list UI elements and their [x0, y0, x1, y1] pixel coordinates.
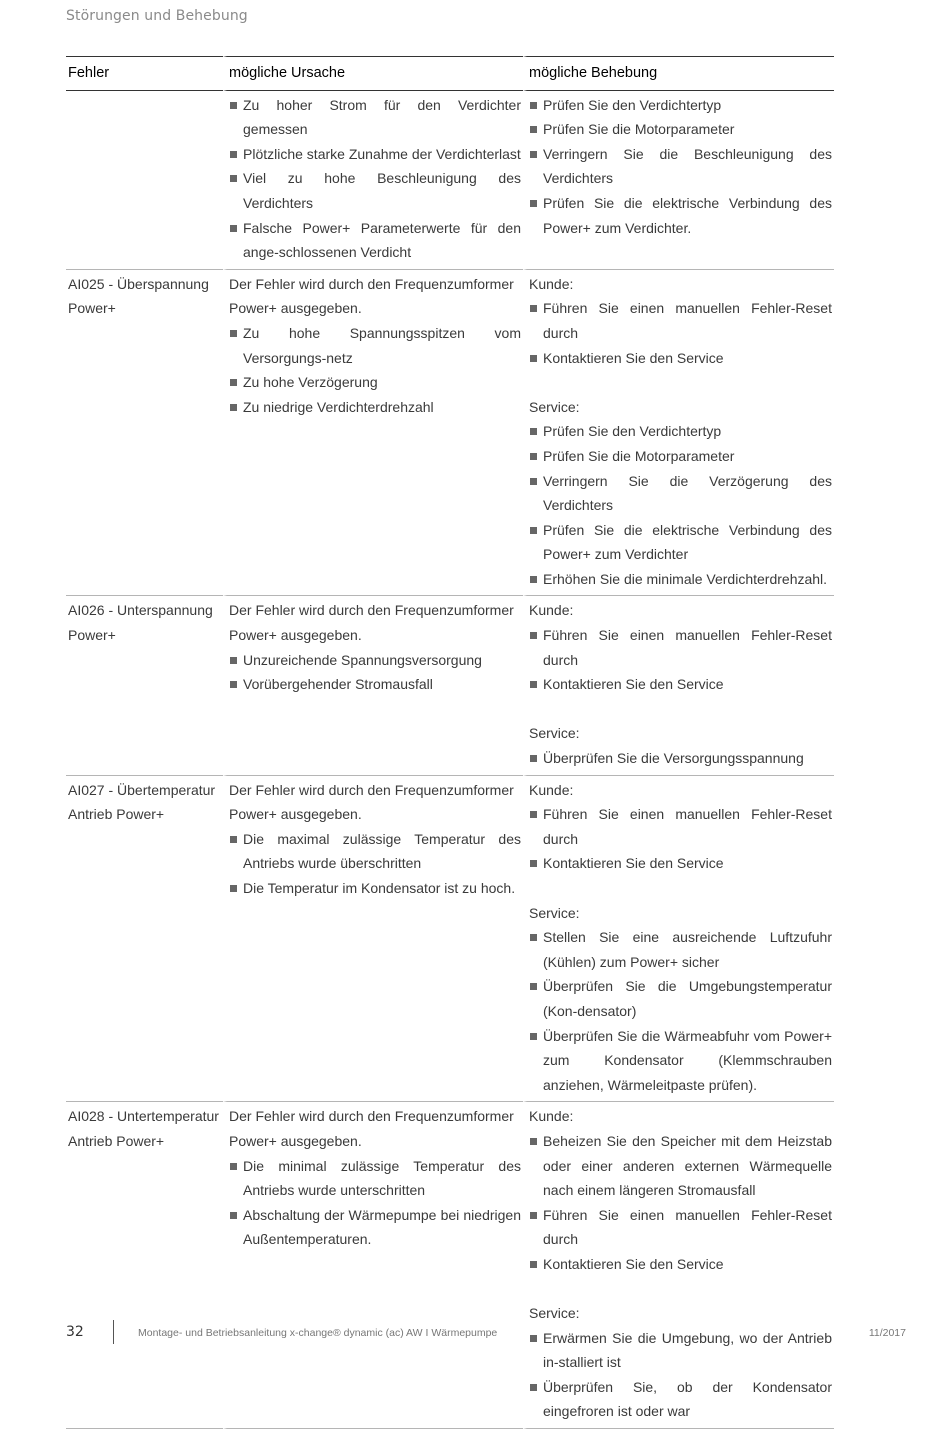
remedy-item: Prüfen Sie die Motorparameter — [529, 117, 832, 142]
cause-intro-line: Power+ ausgegeben. — [229, 1132, 362, 1149]
cause-intro-line: Power+ ausgegeben. — [229, 627, 362, 644]
cause-item: Die Temperatur im Kondensator ist zu hoch. — [229, 876, 521, 901]
remedy-item: Prüfen Sie die elektrische Verbindung des Power+ zum Verdichter — [529, 518, 832, 567]
cause-cell — [223, 1102, 523, 1429]
error-line: Antrieb Power+ — [68, 1132, 165, 1149]
remedy-item: Führen Sie einen manuellen Fehler-Reset durch — [529, 802, 832, 851]
remedy-item: Prüfen Sie den Verdichtertyp — [529, 93, 832, 118]
error-line: AI027 - Übertemperatur — [68, 781, 216, 798]
remedy-item: Führen Sie einen manuellen Fehler-Reset durch — [529, 1203, 832, 1252]
remedy-list — [529, 93, 832, 241]
section-title: Störungen und Behebung — [66, 8, 248, 24]
remedy-cell — [523, 596, 834, 775]
error-table — [66, 56, 834, 1429]
table-row — [66, 776, 834, 1103]
remedy-group-label: Service: — [529, 725, 580, 742]
error-text — [66, 1102, 223, 1153]
remedy-item: Erwärmen Sie die Umgebung, wo der Antrieb in-stalliert ist — [529, 1326, 832, 1375]
cause-item: Unzureichende Spannungsversorgung — [229, 648, 521, 673]
remedy-list — [529, 925, 832, 1097]
error-text — [66, 596, 223, 647]
cause-list — [229, 93, 521, 265]
footer-date: 11/2017 — [868, 1327, 906, 1339]
cause-cell — [223, 776, 523, 1103]
error-text — [66, 270, 223, 321]
page-number: 32 — [66, 1324, 84, 1340]
error-cell — [66, 776, 223, 1103]
remedy-cell — [523, 1102, 834, 1429]
cause-intro-line: Power+ ausgegeben. — [229, 300, 362, 317]
cause-content — [227, 270, 523, 420]
remedy-item: Prüfen Sie die Motorparameter — [529, 444, 832, 469]
remedy-item: Kontaktieren Sie den Service — [529, 1252, 832, 1277]
remedy-item: Überprüfen Sie, ob der Kondensator eingefroren ist oder war — [529, 1375, 832, 1424]
error-cell — [66, 270, 223, 597]
cause-list — [229, 1154, 521, 1252]
error-text — [66, 91, 223, 93]
table-header — [66, 56, 834, 91]
remedy-group-label: Kunde: — [529, 602, 574, 619]
remedy-item: Überprüfen Sie die Versorgungsspannung — [529, 746, 832, 771]
remedy-list — [529, 1129, 832, 1277]
error-line: AI028 - Untertemperatur — [68, 1108, 219, 1125]
cause-content — [227, 776, 523, 901]
remedy-group-label: Kunde: — [529, 1108, 574, 1125]
table-row — [66, 270, 834, 597]
remedy-item: Kontaktieren Sie den Service — [529, 346, 832, 371]
remedy-list — [529, 623, 832, 697]
remedy-content — [527, 270, 834, 592]
remedy-item: Prüfen Sie die elektrische Verbindung des Power+ zum Verdichter. — [529, 191, 832, 240]
cause-item: Plötzliche starke Zunahme der Verdichterlast — [229, 142, 521, 167]
cause-content — [227, 91, 523, 265]
column-header-remedy: mögliche Behebung — [523, 56, 834, 91]
remedy-content — [527, 776, 834, 1098]
group-spacer — [529, 876, 832, 901]
footer-text: Montage- und Betriebsanleitung x-change® dynamic (ac) AW I Wärmepumpe — [138, 1327, 498, 1339]
error-text — [66, 776, 223, 827]
remedy-item: Führen Sie einen manuellen Fehler-Reset durch — [529, 623, 832, 672]
group-spacer — [529, 370, 832, 395]
cause-list — [229, 321, 521, 419]
remedy-item: Überprüfen Sie die Wärmeabfuhr vom Power+ zum Kondensator (Klemmschrauben anziehen, Wärmeleitpaste prüfen). — [529, 1024, 832, 1098]
remedy-group-label: Kunde: — [529, 275, 574, 292]
cause-item: Die maximal zulässige Temperatur des Antriebs wurde überschritten — [229, 827, 521, 876]
remedy-content — [527, 91, 834, 241]
table-body — [66, 91, 834, 1429]
cause-cell — [223, 596, 523, 775]
remedy-item: Verringern Sie die Beschleunigung des Verdichters — [529, 142, 832, 191]
remedy-item: Erhöhen Sie die minimale Verdichterdrehzahl. — [529, 567, 832, 592]
footer-divider — [113, 1320, 114, 1344]
remedy-list — [529, 802, 832, 876]
cause-intro-line: Der Fehler wird durch den Frequenzumformer — [229, 1108, 514, 1125]
group-spacer — [529, 697, 832, 722]
cause-cell — [223, 270, 523, 597]
error-line: Antrieb Power+ — [68, 806, 165, 823]
remedy-group-label: Service: — [529, 1305, 580, 1322]
cause-intro-line: Power+ ausgegeben. — [229, 806, 362, 823]
cause-content — [227, 596, 523, 696]
cause-cell — [223, 91, 523, 270]
cause-item: Die minimal zulässige Temperatur des Antriebs wurde unterschritten — [229, 1154, 521, 1203]
error-cell — [66, 596, 223, 775]
cause-intro-line: Der Fehler wird durch den Frequenzumformer — [229, 275, 514, 292]
cause-intro-line: Der Fehler wird durch den Frequenzumformer — [229, 781, 514, 798]
remedy-cell — [523, 776, 834, 1103]
remedy-item: Kontaktieren Sie den Service — [529, 672, 832, 697]
remedy-list — [529, 419, 832, 591]
cause-list — [229, 648, 521, 697]
error-line: Power+ — [68, 627, 116, 644]
column-header-error: Fehler — [66, 56, 223, 91]
remedy-group-label: Service: — [529, 904, 580, 921]
cause-item: Zu hohe Spannungsspitzen vom Versorgungs-netz — [229, 321, 521, 370]
error-line: AI025 - Überspannung — [68, 275, 209, 292]
remedy-item: Prüfen Sie den Verdichtertyp — [529, 419, 832, 444]
error-cell — [66, 91, 223, 270]
remedy-item: Stellen Sie eine ausreichende Luftzufuhr (Kühlen) zum Power+ sicher — [529, 925, 832, 974]
remedy-content — [527, 596, 834, 770]
cause-list — [229, 827, 521, 901]
remedy-item: Kontaktieren Sie den Service — [529, 851, 832, 876]
remedy-item: Beheizen Sie den Speicher mit dem Heizstab oder einer anderen externen Wärmequelle nach einem längeren Stromausfall — [529, 1129, 832, 1203]
table-row — [66, 596, 834, 775]
cause-item: Zu niedrige Verdichterdrehzahl — [229, 395, 521, 420]
remedy-content — [527, 1102, 834, 1424]
cause-item: Vorübergehender Stromausfall — [229, 672, 521, 697]
cause-item: Abschaltung der Wärmepumpe bei niedrigen Außentemperaturen. — [229, 1203, 521, 1252]
column-header-cause: mögliche Ursache — [223, 56, 523, 91]
remedy-group-label: Kunde: — [529, 781, 574, 798]
remedy-list — [529, 746, 832, 771]
table-row — [66, 91, 834, 270]
error-line: AI026 - Unterspannung — [68, 602, 213, 619]
remedy-cell — [523, 270, 834, 597]
cause-item: Zu hoher Strom für den Verdichter gemessen — [229, 93, 521, 142]
cause-item: Zu hohe Verzögerung — [229, 370, 521, 395]
cause-content — [227, 1102, 523, 1252]
page-footer — [0, 1318, 950, 1348]
remedy-item: Verringern Sie die Verzögerung des Verdichters — [529, 469, 832, 518]
error-cell — [66, 1102, 223, 1429]
group-spacer — [529, 1277, 832, 1302]
cause-item: Falsche Power+ Parameterwerte für den ange-schlossenen Verdicht — [229, 216, 521, 265]
cause-intro-line: Der Fehler wird durch den Frequenzumformer — [229, 602, 514, 619]
remedy-item: Überprüfen Sie die Umgebungstemperatur (Kon-densator) — [529, 974, 832, 1023]
remedy-cell — [523, 91, 834, 270]
remedy-group-label: Service: — [529, 398, 580, 415]
cause-item: Viel zu hohe Beschleunigung des Verdichters — [229, 166, 521, 215]
remedy-list — [529, 296, 832, 370]
remedy-item: Führen Sie einen manuellen Fehler-Reset durch — [529, 296, 832, 345]
table-row — [66, 1102, 834, 1429]
error-line: Power+ — [68, 300, 116, 317]
